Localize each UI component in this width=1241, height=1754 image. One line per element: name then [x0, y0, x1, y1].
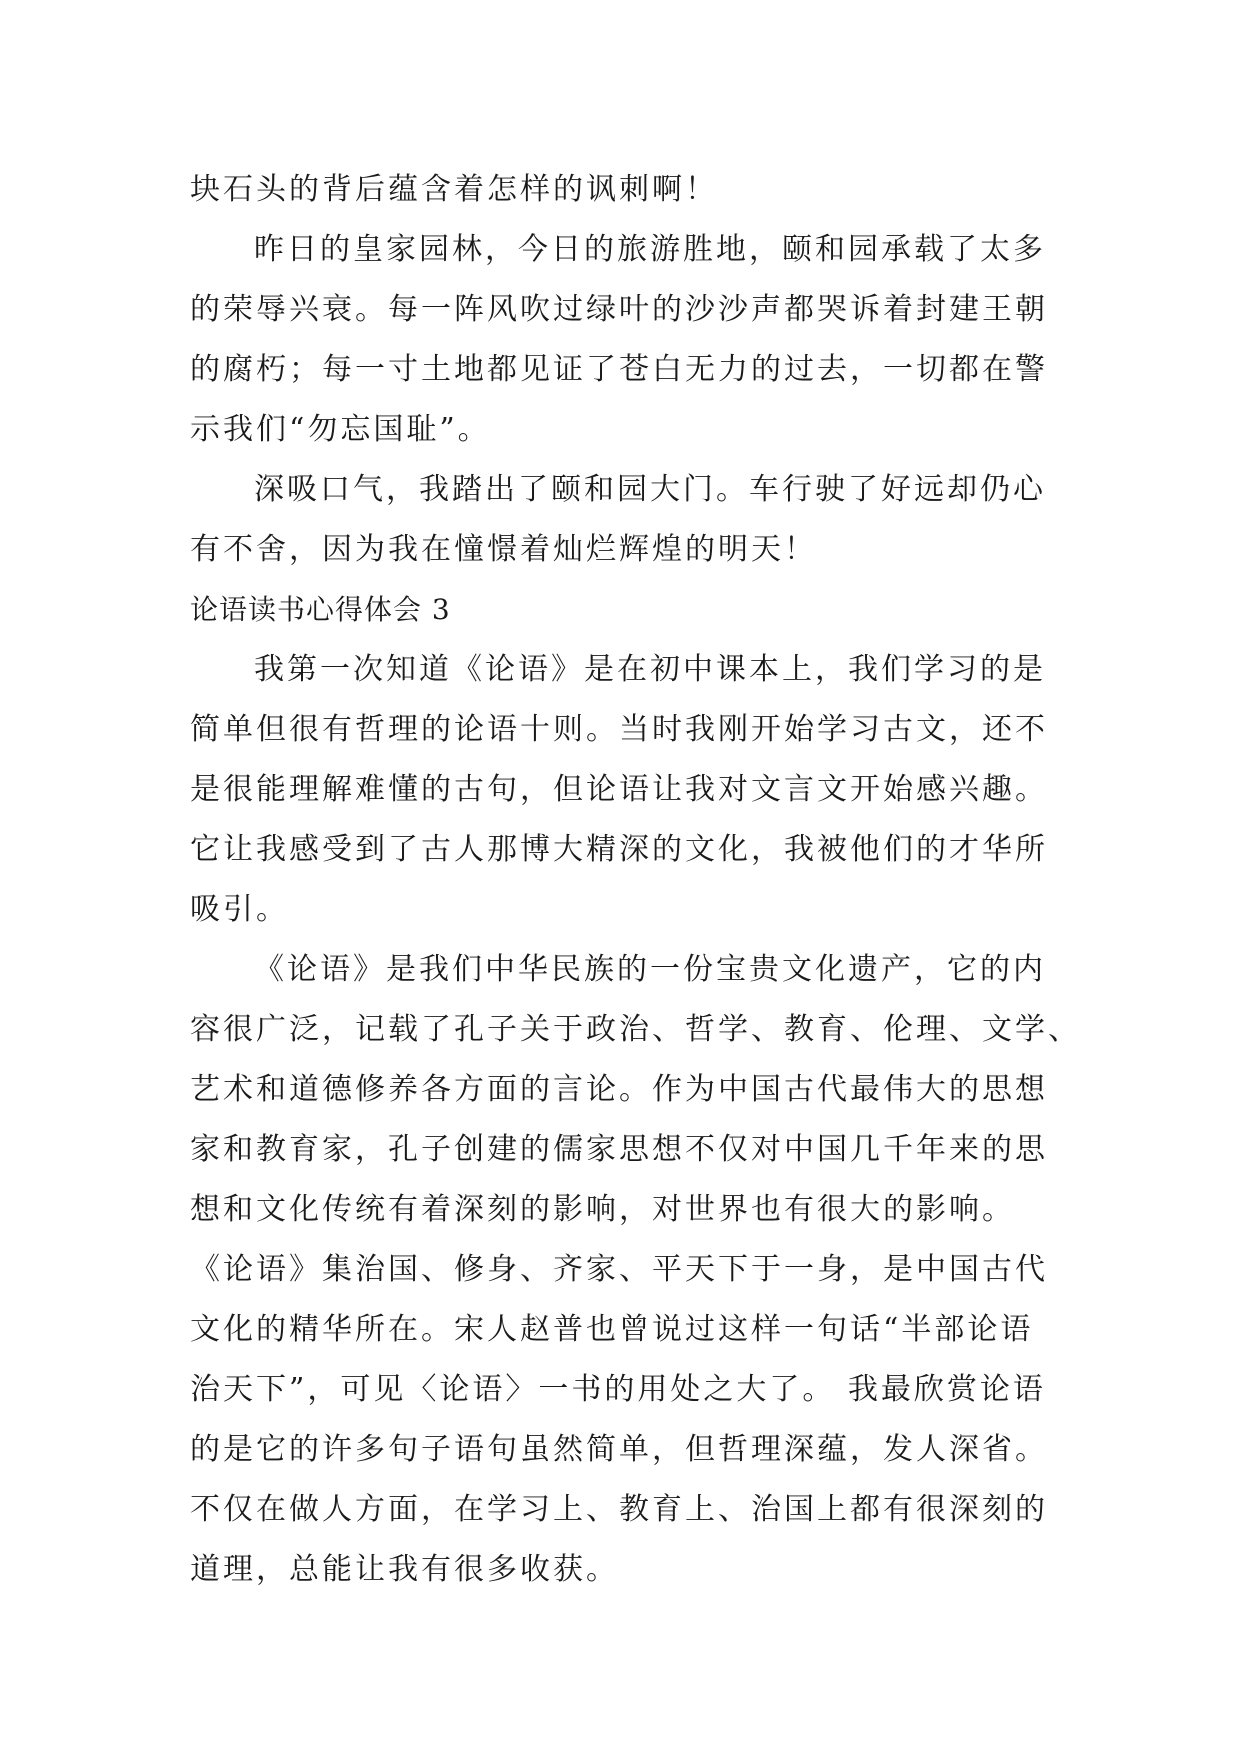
paragraph-start-line: 昨日的皇家园林，今日的旅游胜地，颐和园承载了太多 [254, 232, 1046, 267]
paragraph-start-line: 《论语》是我们中华民族的一份宝贵文化遗产，它的内 [254, 952, 1046, 987]
text-line: 的腐朽；每一寸土地都见证了苍白无力的过去，一切都在警 [190, 352, 1048, 387]
paragraph-start-line: 我第一次知道《论语》是在初中课本上，我们学习的是 [254, 652, 1046, 687]
document-body [190, 160, 1081, 1600]
text-line: 示我们“勿忘国耻”。 [190, 412, 491, 447]
text-line: 想和文化传统有着深刻的影响，对世界也有很大的影响。 [190, 1192, 1015, 1227]
text-line: 的是它的许多句子语句虽然简单，但哲理深蕴，发人深省。 [190, 1432, 1048, 1467]
text-line: 不仅在做人方面，在学习上、教育上、治国上都有很深刻的 [190, 1492, 1048, 1527]
section-heading: 论语读书心得体会 3 [190, 593, 451, 626]
text-line: 的荣辱兴衰。每一阵风吹过绿叶的沙沙声都哭诉着封建王朝 [190, 292, 1048, 327]
text-line: 容很广泛，记载了孔子关于政治、哲学、教育、伦理、文学、 [190, 1012, 1081, 1047]
text-line: 艺术和道德修养各方面的言论。作为中国古代最伟大的思想 [190, 1072, 1048, 1107]
text-line: 它让我感受到了古人那博大精深的文化，我被他们的才华所 [190, 832, 1048, 867]
text-line: 道理，总能让我有很多收获。 [190, 1552, 619, 1587]
text-line: 块石头的背后蕴含着怎样的讽刺啊！ [190, 172, 718, 207]
text-line: 吸引。 [190, 892, 289, 927]
text-line: 文化的精华所在。宋人赵普也曾说过这样一句话“半部论语 [190, 1312, 1034, 1347]
text-line: 治天下”，可见〈论语〉一书的用处之大了。 我最欣赏论语 [190, 1372, 1046, 1407]
text-line: 家和教育家，孔子创建的儒家思想不仅对中国几千年来的思 [190, 1132, 1048, 1167]
text-line: 是很能理解难懂的古句，但论语让我对文言文开始感兴趣。 [190, 772, 1048, 807]
text-line: 简单但很有哲理的论语十则。当时我刚开始学习古文，还不 [190, 712, 1048, 747]
paragraph-start-line: 深吸口气，我踏出了颐和园大门。车行驶了好远却仍心 [254, 472, 1046, 507]
text-line: 《论语》集治国、修身、齐家、平天下于一身，是中国古代 [190, 1252, 1048, 1287]
text-line: 有不舍，因为我在憧憬着灿烂辉煌的明天！ [190, 532, 817, 567]
